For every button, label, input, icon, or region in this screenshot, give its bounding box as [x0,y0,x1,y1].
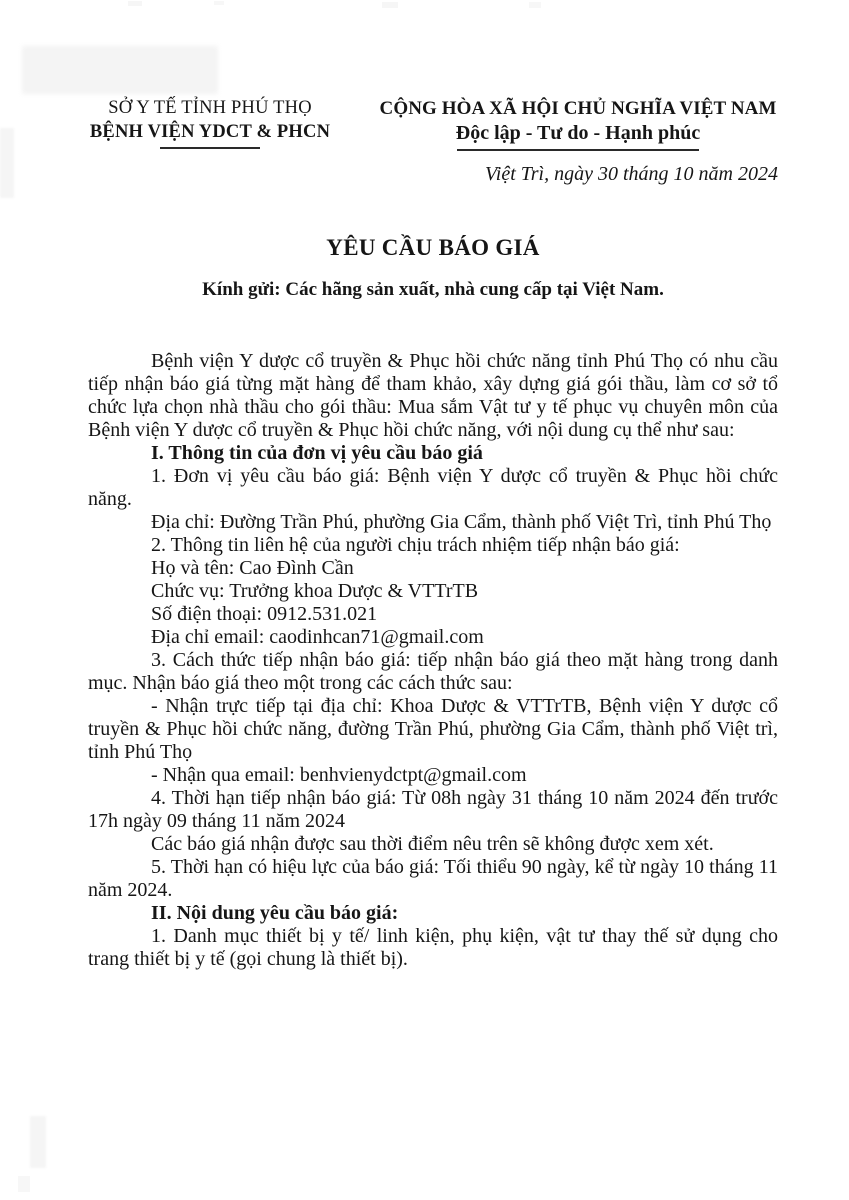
scan-artifact [214,1,224,5]
paragraph: Địa chỉ: Đường Trần Phú, phường Gia Cẩm, thành phố Việt Trì, tỉnh Phú Thọ [151,511,772,533]
motto-underline [457,149,699,151]
agency-parent-name: SỞ Y TẾ TỈNH PHÚ THỌ [108,98,312,118]
paragraph: 5. Thời hạn có hiệu lực của báo giá: Tối thiểu 90 ngày, kể từ ngày 10 tháng 11 năm 2024. [88,856,778,901]
scan-artifact [0,128,14,198]
document-title: YÊU CẦU BÁO GIÁ [326,235,540,260]
place-date-line: Việt Trì, ngày 30 tháng 10 năm 2024 [485,163,778,185]
paragraph: - Nhận qua email: benhvienydctpt@gmail.com [151,764,527,786]
paragraph: Địa chỉ email: caodinhcan71@gmail.com [151,626,484,648]
national-motto: Độc lập - Tư do - Hạnh phúc [455,122,701,144]
national-title: CỘNG HÒA XÃ HỘI CHỦ NGHĨA VIỆT NAM [379,98,777,119]
paragraph: 2. Thông tin liên hệ của người chịu trách nhiệm tiếp nhận báo giá: [151,534,680,556]
scan-artifact [529,2,541,8]
paragraph: 1. Danh mục thiết bị y tế/ linh kiện, phụ kiện, vật tư thay thế sử dụng cho trang thiết bị y tế (gọi chung là thiết bị). [88,925,778,970]
paragraph: 3. Cách thức tiếp nhận báo giá: tiếp nhận báo giá theo mặt hàng trong danh mục. Nhận báo giá theo một trong các cách thức sau: [88,649,778,694]
paragraph: Số điện thoại: 0912.531.021 [151,603,378,625]
document-body [88,350,778,971]
paragraph: Các báo giá nhận được sau thời điểm nêu trên sẽ không được xem xét. [151,833,714,855]
header-agency-block [80,96,340,149]
agency-name: BỆNH VIỆN YDCT & PHCN [89,122,331,142]
paragraph: - Nhận trực tiếp tại địa chỉ: Khoa Dược & VTTrTB, Bệnh viện Y dược cổ truyền & Phục hồi chức năng, đường Trần Phú, phường Gia Cẩm, thành phố Việt trì, tỉnh Phú Thọ [88,695,778,763]
paragraph: Họ và tên: Cao Đình Cần [151,557,354,579]
scan-artifact [18,1176,30,1192]
scan-artifact [128,1,142,6]
paragraph: Chức vụ: Trưởng khoa Dược & VTTrTB [151,580,479,602]
scan-artifact [22,46,218,94]
paragraph: Bệnh viện Y dược cổ truyền & Phục hồi chức năng tỉnh Phú Thọ có nhu cầu tiếp nhận báo giá từng mặt hàng để tham khảo, xây dựng giá gói thầu, làm cơ sở tổ chức lựa chọn nhà thầu cho gói thầu: Mua sắm Vật tư y tế phục vụ chuyên môn của Bệnh viện Y dược cổ truyền & Phục hồi chức năng, với nội dung cụ thể như sau: [88,350,778,441]
paragraph: 1. Đơn vị yêu cầu báo giá: Bệnh viện Y dược cổ truyền & Phục hồi chức năng. [88,465,778,510]
scan-artifact [382,2,398,8]
scan-artifact [30,1116,46,1168]
agency-underline [160,147,260,149]
paragraph: 4. Thời hạn tiếp nhận báo giá: Từ 08h ngày 31 tháng 10 năm 2024 đến trước 17h ngày 09 tháng 11 năm 2024 [88,787,778,832]
section-heading: II. Nội dung yêu cầu báo giá: [151,902,399,924]
salutation-line: Kính gửi: Các hãng sản xuất, nhà cung cấp tại Việt Nam. [202,279,664,300]
header-motto-block [378,96,778,151]
section-heading: I. Thông tin của đơn vị yêu cầu báo giá [151,442,483,464]
